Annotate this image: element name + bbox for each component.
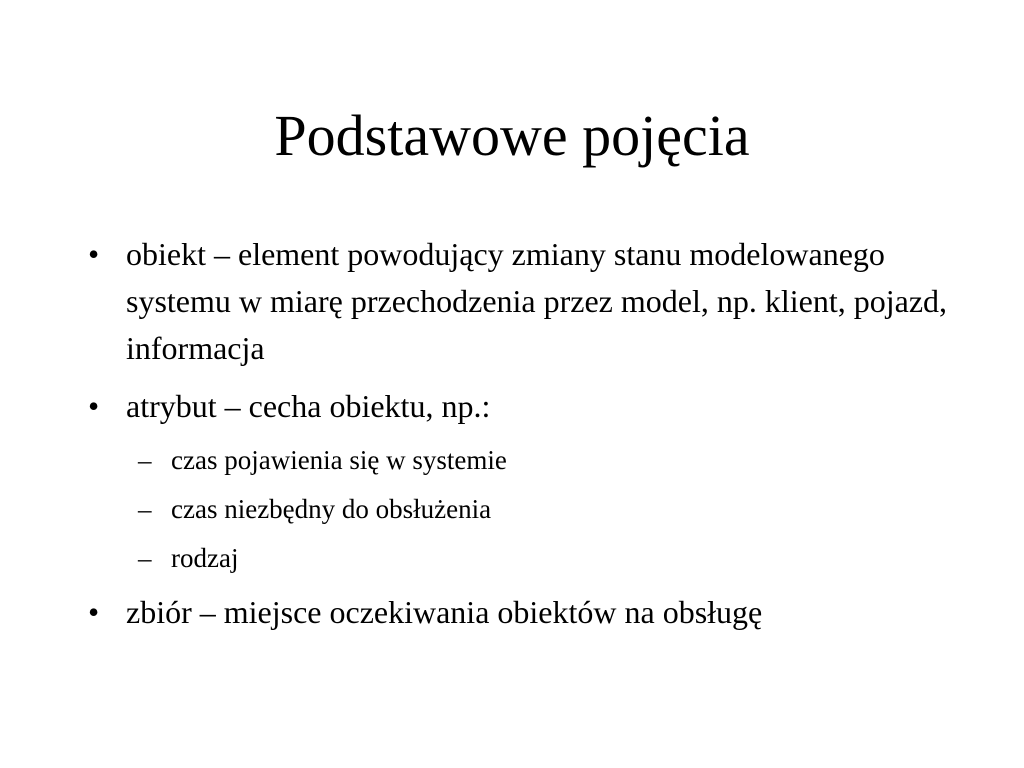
sub-item-czas-pojawienia <box>88 436 988 485</box>
bullet-zbior <box>88 589 988 636</box>
bullet-marker: • <box>88 594 100 630</box>
sub-list <box>88 436 988 583</box>
bullet-text: zbiór – miejsce oczekiwania obiektów na obsługę <box>126 594 763 630</box>
sub-item-czas-obslugi <box>88 485 988 534</box>
bullet-text: atrybut – cecha obiektu, np.: <box>126 388 491 424</box>
sub-item-text: rodzaj <box>171 543 239 573</box>
sub-item-marker: – <box>138 445 152 475</box>
sub-item-text: czas niezbędny do obsłużenia <box>171 494 492 524</box>
slide-title: Podstawowe pojęcia <box>274 103 750 168</box>
bullet-text: obiekt – element powodujący zmiany stanu modelowanego systemu w miarę przechodzenia przez model, np. klient, pojazd, informacja <box>126 236 948 366</box>
sub-item-marker: – <box>138 543 152 573</box>
sub-item-marker: – <box>138 494 152 524</box>
bullet-list <box>88 231 988 636</box>
bullet-obiekt <box>88 231 988 372</box>
sub-item-text: czas pojawienia się w systemie <box>171 445 507 475</box>
sub-item-rodzaj <box>88 534 988 583</box>
bullet-marker: • <box>88 388 100 424</box>
bullet-marker: • <box>88 236 100 272</box>
bullet-atrybut <box>88 383 988 430</box>
